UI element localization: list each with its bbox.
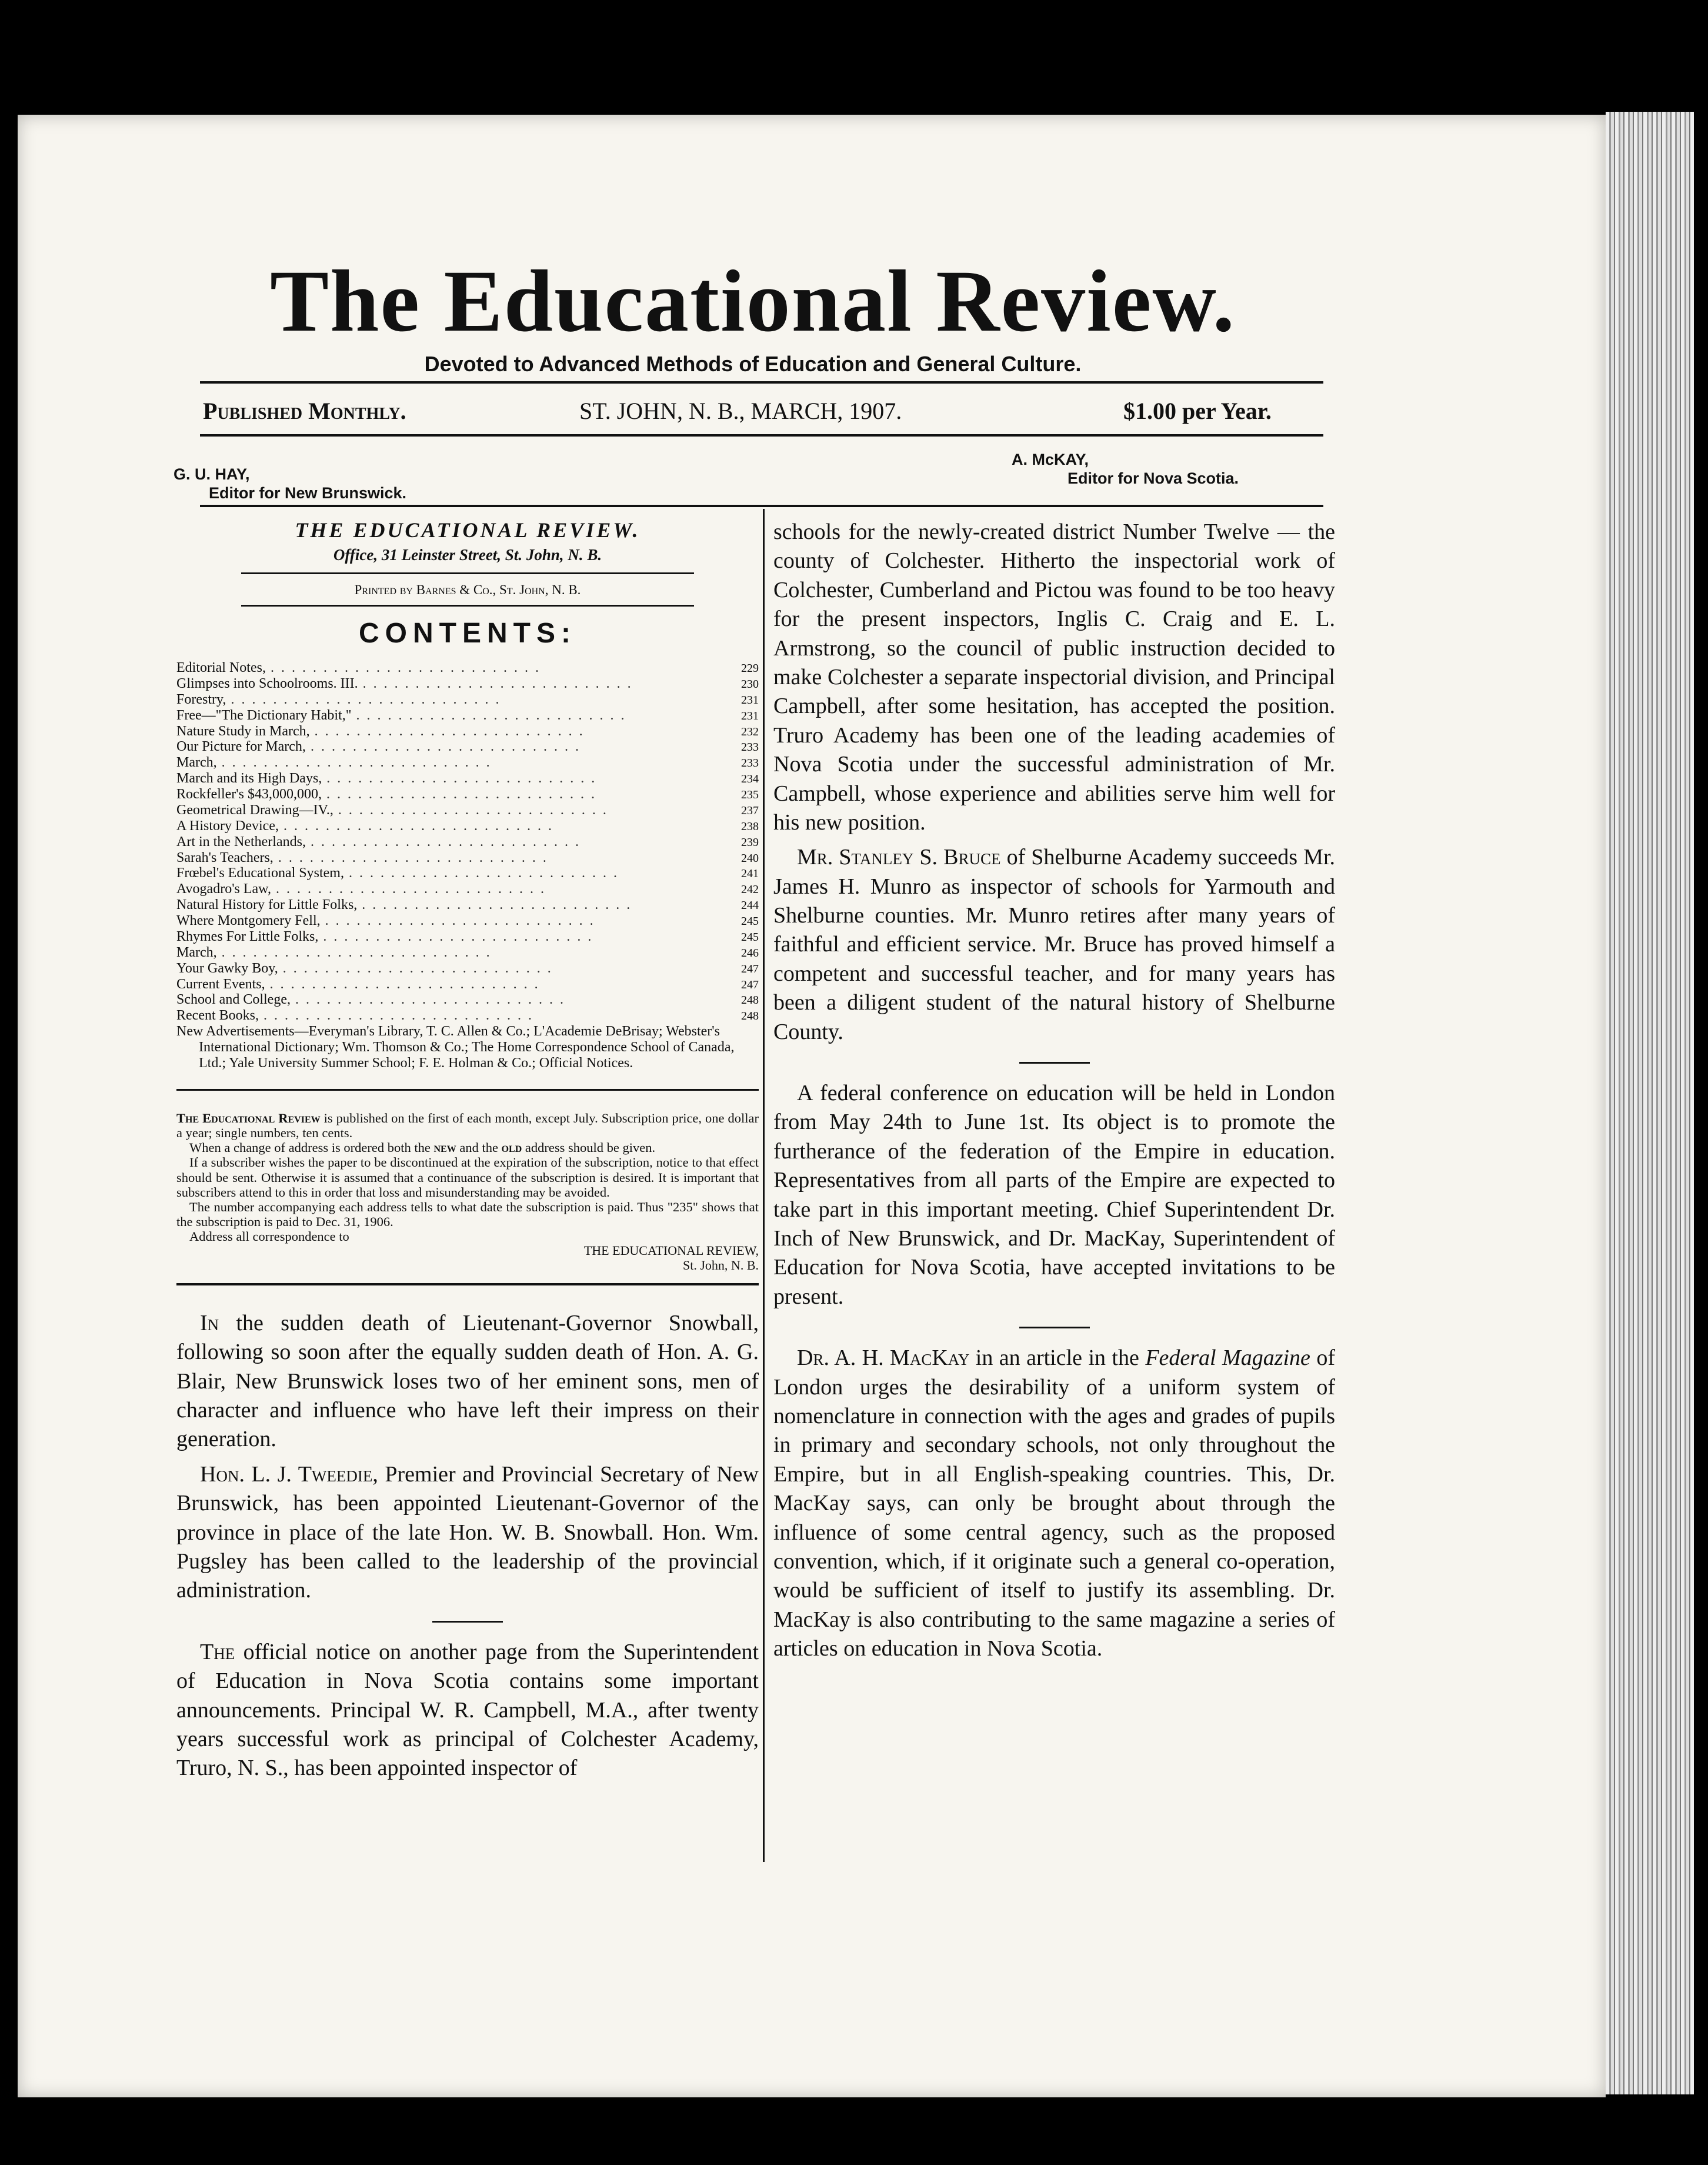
infobox-printed: Printed by Barnes & Co., St. John, N. B. xyxy=(354,582,581,597)
toc-entry: Editorial Notes, .......................... 229 xyxy=(176,660,759,675)
editor-ns-name: A. McKAY, xyxy=(1012,451,1089,468)
toc-entry: Recent Books, .......................... 248 xyxy=(176,1008,759,1024)
subscription-notice: The Educational Review is published on the first of each month, except July. Subscription price, one dollar a year; single numbers, ten cents. When a change of address is ordered both the new and the old address should be given. If a subscriber wishes the paper to be discontinued at the expiration of the subscription, notice to that effect should be sent. Otherwise it is assumed that a continuance of the subscription is desired. It is important that subscribers attend to this in order that loss and misunderstanding may be avoided. The number accompanying each address tells to what date the subscription is paid. Thus "235" shows that the subscription is paid to Dec. 31, 1906. Address all correspondence to THE EDUCATIONAL REVIEW, St. John, N. B. xyxy=(176,1110,759,1273)
toc-entry: Nature Study in March, .......................... 232 xyxy=(176,723,759,739)
infobox-rule xyxy=(241,572,694,574)
left-body-text: In the sudden death of Lieutenant-Governor Snowball, following so soon after the equally sudden death of Hon. A. G. Blair, New Brunswick loses two of her eminent sons, men of character and influence who have left their impress on their generation. Hon. L. J. Tweedie, Premier and Provincial Secretary of New Brunswick, has been appointed Lieutenant-Governor of the province in place of the late Hon. W. B. Snowball. Hon. Wm. Pugsley has been called to the leadership of the provincial administration. The official notice on another page from the Superintendent of Education in Nova Scotia contains some important announcements. Principal W. R. Campbell, M.A., after twenty years successful work as principal of Colchester Academy, Truro, N. S., has been appointed inspector of xyxy=(176,1310,759,1781)
right-column xyxy=(773,518,1335,1669)
infobox-title: THE EDUCATIONAL REVIEW. xyxy=(295,518,640,542)
infobox-office: Office, 31 Leinster Street, St. John, N. B. xyxy=(333,546,602,564)
toc-entry: Rhymes For Little Folks, .......................... 245 xyxy=(176,928,759,944)
toc-entry: Forestry, .......................... 231 xyxy=(176,691,759,707)
issue-date: ST. JOHN, N. B., MARCH, 1907. xyxy=(579,398,902,424)
toc-entry: Our Picture for March, .......................... 233 xyxy=(176,739,759,755)
notice-p1: is published on the first of each month, except July. Subscription price, one dollar a year; single numbers, ten cents. xyxy=(176,1110,759,1140)
toc-entry: March, .......................... 246 xyxy=(176,944,759,960)
contents-heading: CONTENTS: xyxy=(359,618,576,649)
toc-entry: March, .......................... 233 xyxy=(176,755,759,771)
separator xyxy=(432,1621,503,1623)
toc-entry: Art in the Netherlands, .......................... 239 xyxy=(176,834,759,850)
masthead-subtitle: Devoted to Advanced Methods of Education and General Culture. xyxy=(424,352,1082,376)
separator xyxy=(1019,1327,1090,1328)
editor-nb-role: Editor for New Brunswick. xyxy=(209,484,407,502)
toc-entry: Rockfeller's $43,000,000, .......................... 235 xyxy=(176,787,759,802)
right-p1: schools for the newly-created district Number Twelve — the county of Colchester. Hitherto the inspectorial work of Colchester, Cumberland and Pictou was found to be too heavy for the present inspectors, Inglis C. Craig and E. L. Armstrong, so the council of public instruction decided to make Colchester a separate inspectorial division, and Principal Campbell, after some hesitation, has accepted the position. Truro Academy has been one of the leading academies of Nova Scotia under the successful administration of Mr. Campbell, whose experience and abilities serve him well for his new position. xyxy=(773,519,1335,835)
notice-rule-bottom xyxy=(176,1283,759,1285)
toc-entry: Sarah's Teachers, .......................... 240 xyxy=(176,850,759,865)
toc-entry: Where Montgomery Fell, .......................... 245 xyxy=(176,913,759,928)
rule-under-pubrow xyxy=(200,434,1323,437)
toc-entry: Glimpses into Schoolrooms. III. .......................... 230 xyxy=(176,675,759,691)
toc-entry: Frœbel's Educational System, .......................... 241 xyxy=(176,865,759,881)
rule-top xyxy=(200,381,1323,384)
right-p3: A federal conference on education will be held in London from May 24th to June 1st. Its object is to promote the furtherance of the federation of the Empire in education. Representatives from all parts of the Empire are expected to take part in this important meeting. Chief Superintendent Dr. Inch of New Brunswick, and Dr. MacKay, Superintendent of Education for Nova Scotia, have accepted invitations to be present. xyxy=(773,1081,1335,1309)
infobox-rule-2 xyxy=(241,605,694,607)
notice-p3: If a subscriber wishes the paper to be discontinued at the expiration of the subscription, notice to that effect should be sent. Otherwise it is assumed that a continuance of the subscription is desired. It is important that subscribers attend to this in order that loss and misunderstanding may be avoided. xyxy=(176,1155,759,1200)
notice-rule-top xyxy=(176,1089,759,1091)
notice-p4: The number accompanying each address tells to what date the subscription is paid. Thus "235" shows that the subscription is paid to Dec. 31, 1906. xyxy=(176,1199,759,1230)
toc-entry: Current Events, .......................... 247 xyxy=(176,976,759,992)
published-monthly: Published Monthly. xyxy=(203,398,406,424)
notice-lead: The Educational Review xyxy=(176,1110,321,1125)
contents-list xyxy=(176,660,759,1071)
right-p4: Dr. A. H. MacKay in an article in the Federal Magazine of London urges the desirability of a uniform system of nomenclature in connection with the ages and grades of pupils in primary and secondary schools, not only throughout the Empire, but in all English-speaking countries. This, Dr. MacKay says, can only be brought about through the influence of some central agency, such as the proposed convention, which, if it originate such a general co-operation, would be sufficient of itself to justify its assembling. Dr. MacKay is also contributing to the same magazine a series of articles on education in Nova Scotia. xyxy=(773,1345,1336,1661)
toc-entry: A History Device, .......................... 238 xyxy=(176,818,759,834)
editor-new-brunswick xyxy=(174,465,406,503)
editor-nb-name: G. U. HAY, xyxy=(174,465,250,483)
toc-entry: March and its High Days, .......................... 234 xyxy=(176,771,759,787)
left-column xyxy=(176,518,759,1789)
toc-entry: School and College, .......................... 248 xyxy=(176,992,759,1008)
notice-p5: Address all correspondence to xyxy=(189,1229,349,1244)
rule-under-editors xyxy=(200,505,1323,507)
toc-entry: Geometrical Drawing—IV., .......................... 237 xyxy=(176,802,759,818)
editor-nova-scotia xyxy=(1012,450,1239,488)
toc-entry: Free—"The Dictionary Habit," .......................... 231 xyxy=(176,707,759,723)
right-p2: Mr. Stanley S. Bruce of Shelburne Academy succeeds Mr. James H. Munro as inspector of schools for Yarmouth and Shelburne counties. Mr. Munro retires after many years of faithful and efficient service. Mr. Bruce has proved himself a competent and successful teacher, and for many years has been a diligent student of the natural history of Shelburne County. xyxy=(773,845,1336,1044)
notice-signature: THE EDUCATIONAL REVIEW, St. John, N. B. xyxy=(583,1243,759,1273)
column-divider xyxy=(763,509,765,1862)
toc-entry: Natural History for Little Folks, .......................... 244 xyxy=(176,897,759,913)
publication-line xyxy=(203,397,1320,432)
masthead-title: The Educational Review. xyxy=(270,252,1236,350)
page-stack-edge xyxy=(1606,112,1694,2094)
toc-new-advertisements: New Advertisements—Everyman's Library, T. C. Allen & Co.; L'Academie DeBrisay; Webster's International Dictionary; Wm. Thomson & Co.; The Home Correspondence School of Canada, Ltd.; Yale University Summer School; F. E. Holman & Co.; Official Notices. xyxy=(176,1024,735,1071)
separator xyxy=(1019,1062,1090,1064)
toc-entry: Your Gawky Boy, .......................... 247 xyxy=(176,960,759,976)
toc-entry: Avogadro's Law, .......................... 242 xyxy=(176,881,759,897)
editor-ns-role: Editor for Nova Scotia. xyxy=(1068,469,1239,488)
subscription-price: $1.00 per Year. xyxy=(1123,398,1272,424)
